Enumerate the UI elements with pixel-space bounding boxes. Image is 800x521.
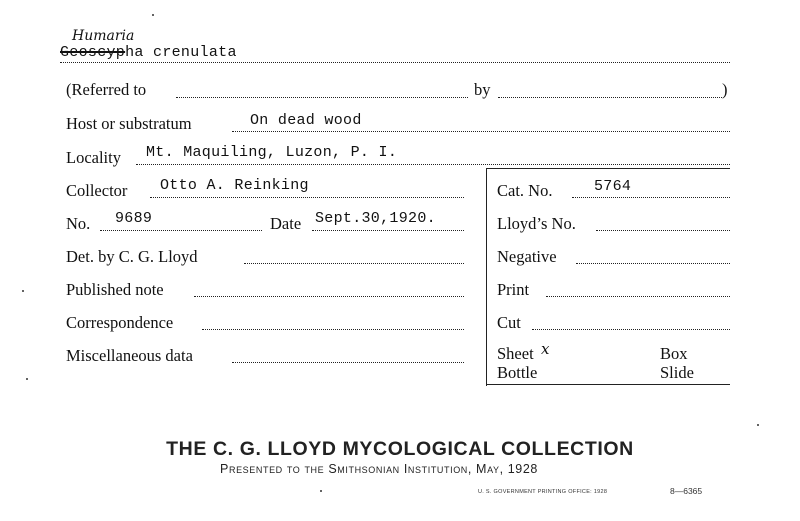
host-rule xyxy=(232,131,730,132)
collector-label: Collector xyxy=(66,181,128,200)
referred-rule xyxy=(176,97,468,98)
printing-office: U. S. GOVERNMENT PRINTING OFFICE: 1928 xyxy=(478,489,608,495)
sheet-mark: x xyxy=(541,340,550,358)
no-label: No. xyxy=(66,214,91,233)
scan-speck xyxy=(26,378,28,380)
cut-label: Cut xyxy=(497,313,521,332)
scan-speck xyxy=(152,14,154,16)
correspondence-rule xyxy=(202,329,464,330)
date-label: Date xyxy=(270,214,302,233)
form-number: 8—6365 xyxy=(670,486,703,496)
handwritten-genus: Humaria xyxy=(72,28,135,44)
published-rule xyxy=(194,296,464,297)
box-left-rule xyxy=(486,168,487,386)
correspondence-label: Correspondence xyxy=(66,313,174,332)
published-label: Published note xyxy=(66,280,164,299)
footer-subtitle: Presented to the Smithsonian Institution, May, 1928 xyxy=(220,462,538,476)
slide-label: Slide xyxy=(660,363,694,382)
scan-speck xyxy=(757,424,759,426)
lloyds-rule xyxy=(596,230,730,231)
host-label: Host or substratum xyxy=(66,114,192,133)
by-rule xyxy=(498,97,722,98)
cut-rule xyxy=(532,329,730,330)
scan-speck xyxy=(320,490,322,492)
date-rule xyxy=(312,230,464,231)
title-rule xyxy=(60,62,730,63)
date-value: Sept.30,1920. xyxy=(315,210,436,227)
host-value: On dead wood xyxy=(250,112,362,129)
locality-rule xyxy=(136,164,730,165)
cat-value: 5764 xyxy=(594,178,632,195)
box-bottom-rule xyxy=(486,384,730,385)
close-paren: ) xyxy=(722,80,728,99)
locality-label: Locality xyxy=(66,148,121,167)
box-top-rule xyxy=(486,168,730,169)
by-label: by xyxy=(474,80,491,99)
title-rest: ha crenulata xyxy=(125,44,237,61)
species-title xyxy=(60,44,237,61)
det-rule xyxy=(244,263,464,264)
no-value: 9689 xyxy=(115,210,153,227)
negative-label: Negative xyxy=(497,247,557,266)
lloyds-label: Lloyd’s No. xyxy=(497,214,576,233)
struck-genus: Geoscyp xyxy=(60,44,126,61)
cat-rule xyxy=(572,197,730,198)
scan-speck xyxy=(22,290,24,292)
box-label: Box xyxy=(660,344,688,363)
print-rule xyxy=(546,296,730,297)
referred-label: (Referred to xyxy=(66,80,147,99)
print-label: Print xyxy=(497,280,530,299)
no-rule xyxy=(100,230,262,231)
misc-label: Miscellaneous data xyxy=(66,346,193,365)
negative-rule xyxy=(576,263,730,264)
det-label: Det. by C. G. Lloyd xyxy=(66,247,198,266)
collector-value: Otto A. Reinking xyxy=(160,177,309,194)
locality-value: Mt. Maquiling, Luzon, P. I. xyxy=(146,144,398,161)
cat-label: Cat. No. xyxy=(497,181,553,200)
bottle-label: Bottle xyxy=(497,363,538,382)
misc-rule xyxy=(232,362,464,363)
collector-rule xyxy=(150,197,464,198)
sheet-label: Sheet xyxy=(497,344,534,363)
footer-title: THE C. G. LLOYD MYCOLOGICAL COLLECTION xyxy=(166,438,634,460)
